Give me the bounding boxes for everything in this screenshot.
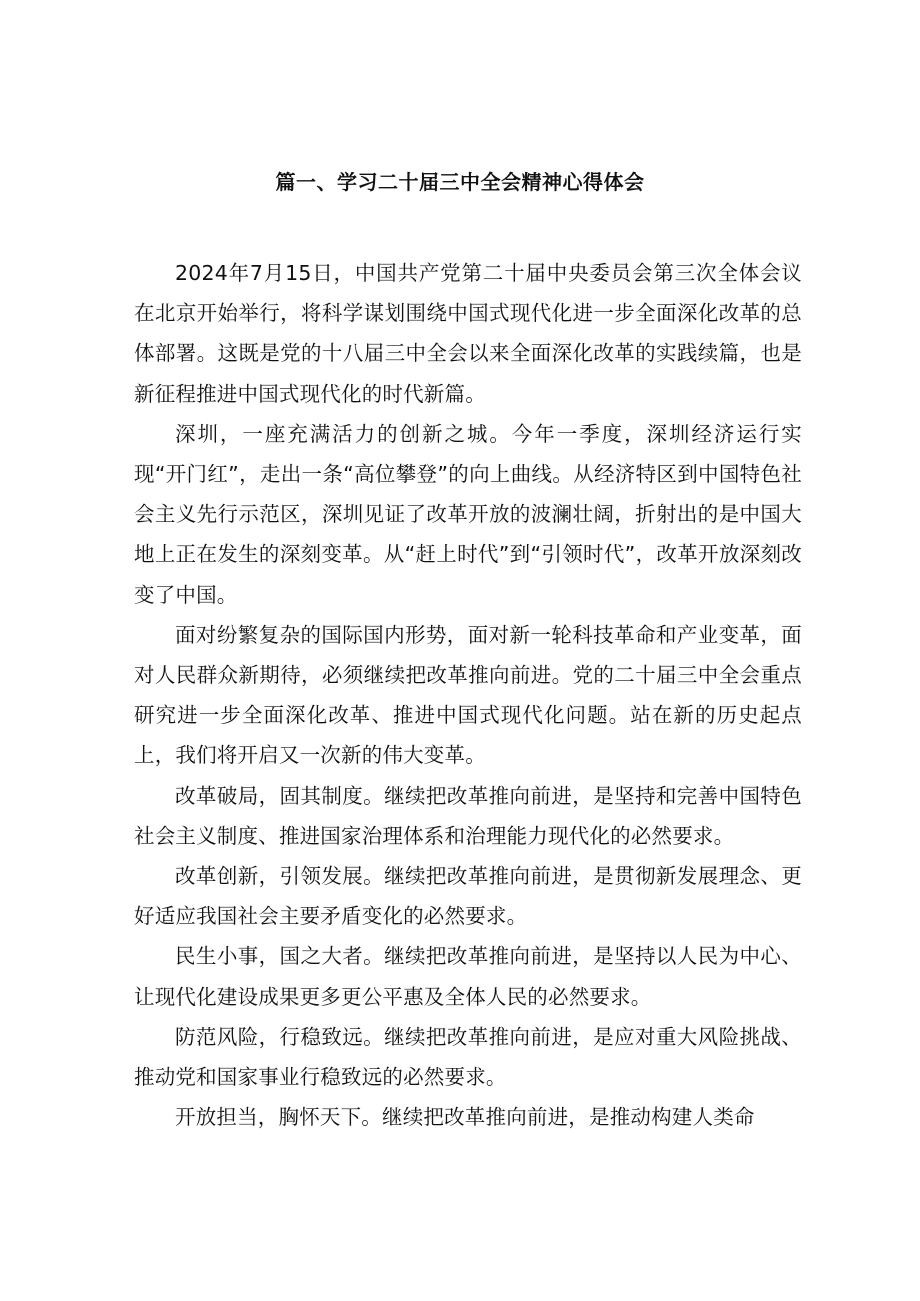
paragraph-5: 改革创新，引领发展。继续把改革推向前进，是贯彻新发展理念、更好适应我国社会主要矛盾变化的必然要求。 bbox=[134, 864, 802, 929]
paragraph-1: 2024年7月15日，中国共产党第二十届中央委员会第三次全体会议在北京开始举行，将科学谋划围绕中国式现代化进一步全面深化改革的总体部署。这既是党的十八届三中全会以来全面深化改革的实践续篇，也是新征程推进中国式现代化的时代新篇。 bbox=[134, 261, 802, 406]
paragraph-6: 民生小事，国之大者。继续把改革推向前进，是坚持以人民为中心、让现代化建设成果更多更公平惠及全体人民的必然要求。 bbox=[134, 944, 802, 1009]
paragraph-3: 面对纷繁复杂的国际国内形势，面对新一轮科技革命和产业变革，面对人民群众新期待，必须继续把改革推向前进。党的二十届三中全会重点研究进一步全面深化改革、推进中国式现代化问题。站在新的历史起点上，我们将开启又一次新的伟大变革。 bbox=[134, 622, 802, 768]
paragraph-4: 改革破局，固其制度。继续把改革推向前进，是坚持和完善中国特色社会主义制度、推进国家治理体系和治理能力现代化的必然要求。 bbox=[134, 783, 802, 848]
document-title: 篇一、学习二十届三中全会精神心得体会 bbox=[275, 170, 645, 195]
paragraph-7: 防范风险，行稳致远。继续把改革推向前进，是应对重大风险挑战、推动党和国家事业行稳致远的必然要求。 bbox=[134, 1024, 802, 1090]
document-body bbox=[134, 253, 802, 1137]
paragraph-8: 开放担当，胸怀天下。继续把改革推向前进，是推动构建人类命 bbox=[175, 1105, 755, 1130]
paragraph-2: 深圳，一座充满活力的创新之城。今年一季度，深圳经济运行实现“开门红”，走出一条“高位攀登”的向上曲线。从经济特区到中国特色社会主义先行示范区，深圳见证了改革开放的波澜壮阔，折射出的是中国大地上正在发生的深刻变革。从“赶上时代”到“引领时代”，改革开放深刻改变了中国。 bbox=[134, 421, 802, 607]
